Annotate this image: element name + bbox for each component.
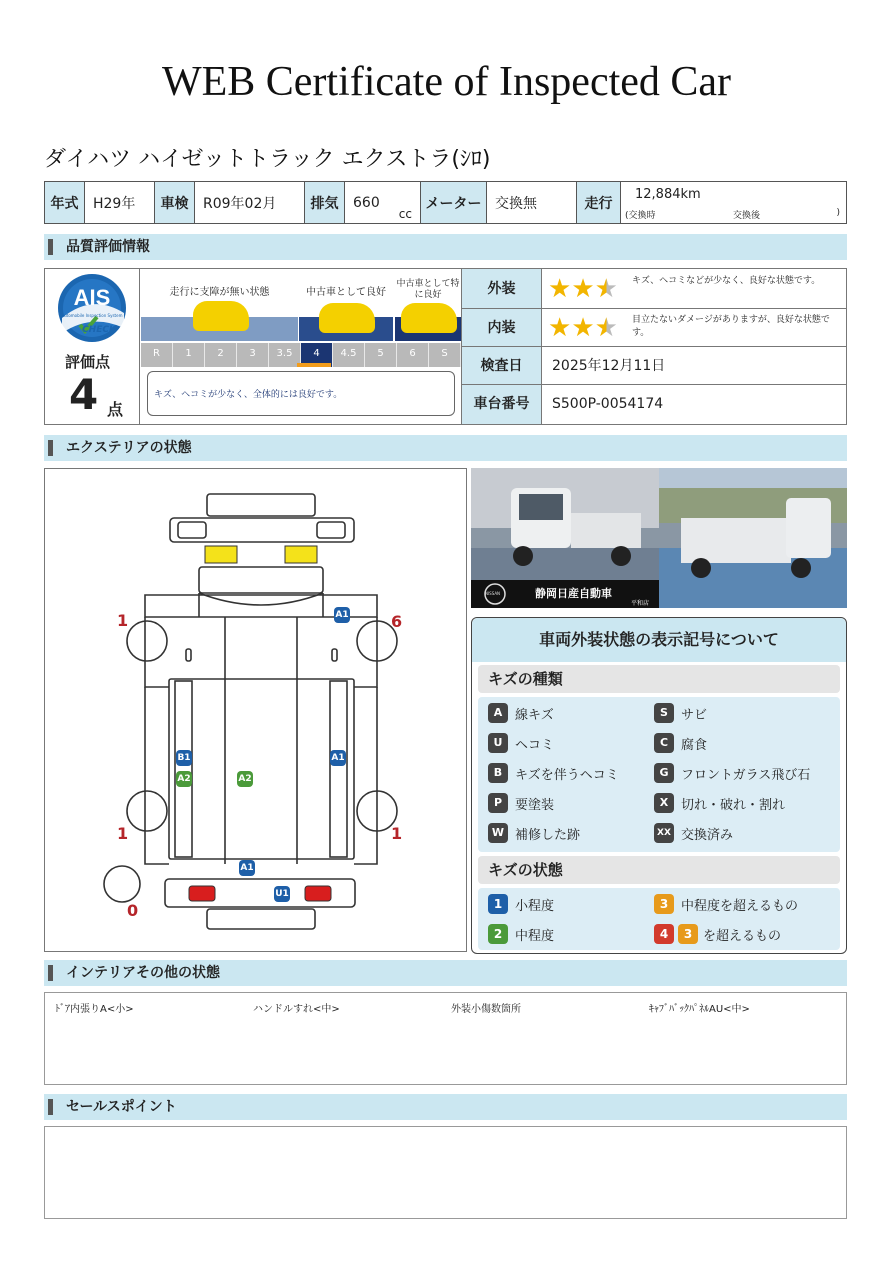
chassis-value: S500P-0054174 bbox=[541, 385, 847, 424]
damage-type-label: ヘコミ bbox=[515, 737, 555, 753]
level-label-1: 走行に支障が無い状態 bbox=[169, 287, 270, 298]
page-title: WEB Certificate of Inspected Car bbox=[161, 59, 732, 105]
displacement-label: 排気 bbox=[305, 182, 345, 224]
mileage-cell bbox=[621, 182, 847, 224]
grade-cell: 3.5 bbox=[269, 343, 301, 367]
grade-cell: 6 bbox=[397, 343, 429, 367]
damage-type-key: C bbox=[654, 733, 674, 753]
status-item bbox=[488, 894, 554, 914]
status-label: を超えるもの bbox=[703, 928, 782, 944]
interior-stars bbox=[548, 315, 618, 341]
score-label: 評価点 bbox=[65, 353, 111, 371]
star-icon: ★ bbox=[571, 313, 595, 343]
damage-marker: A1 bbox=[334, 607, 350, 623]
car-name: ダイハツ ハイゼットトラック エクストラ(ｼﾛ) bbox=[44, 147, 491, 172]
half-star-icon: ★ bbox=[594, 274, 618, 304]
interior-section-header: インテリアその他の状態 bbox=[44, 960, 847, 986]
year-value: H29年 bbox=[85, 182, 155, 224]
damage-type-label: フロントガラス飛び石 bbox=[681, 767, 811, 783]
mileage-value: 12,884km bbox=[635, 187, 701, 202]
damage-marker: B1 bbox=[176, 750, 192, 766]
displacement-value: 660 bbox=[353, 194, 380, 211]
quality-section-header: 品質評価情報 bbox=[44, 234, 847, 260]
damage-type-item bbox=[488, 733, 554, 753]
damage-type-item bbox=[654, 703, 707, 723]
damage-type-label: 要塗装 bbox=[515, 797, 555, 813]
damage-type-item bbox=[488, 823, 580, 843]
damage-type-label: 交換済み bbox=[681, 827, 734, 843]
interior-item: ハンドルすれ<中> bbox=[253, 1004, 340, 1015]
ais-check: CHECK bbox=[82, 325, 116, 335]
tire-number: 6 bbox=[391, 612, 403, 631]
meter-label: メーター bbox=[421, 182, 487, 224]
grade-cell: S bbox=[429, 343, 461, 367]
damage-type-label: 補修した跡 bbox=[515, 827, 581, 843]
car-diagram bbox=[44, 468, 467, 952]
grade-cell: 3 bbox=[237, 343, 269, 367]
ais-logo-sub: Automobile Inspection System bbox=[61, 313, 123, 318]
quality-panel bbox=[44, 268, 847, 425]
damage-type-item bbox=[488, 793, 554, 813]
quality-grid bbox=[461, 269, 847, 424]
damage-type-item bbox=[488, 763, 619, 783]
mileage-label: 走行 bbox=[577, 182, 621, 224]
damage-type-item bbox=[654, 793, 785, 813]
status-label: 中程度 bbox=[515, 928, 555, 944]
damage-type-key: S bbox=[654, 703, 674, 723]
mileage-exchange: (交換時 bbox=[625, 211, 656, 221]
damage-type-key: U bbox=[488, 733, 508, 753]
damage-type-label: 線キズ bbox=[515, 707, 554, 723]
interior-cell bbox=[541, 309, 847, 347]
interior-label: 内装 bbox=[461, 309, 541, 347]
grade-cell: 4.5 bbox=[333, 343, 365, 367]
status-badge: 1 bbox=[488, 894, 508, 914]
damage-type-key: B bbox=[488, 763, 508, 783]
damage-marker: A1 bbox=[330, 750, 346, 766]
grade-cell: 4 bbox=[301, 343, 333, 367]
damage-type-key: W bbox=[488, 823, 508, 843]
exterior-text: キズ、ヘコミなどが少なく、良好な状態です。 bbox=[632, 276, 821, 286]
damage-type-key: P bbox=[488, 793, 508, 813]
displacement-cell bbox=[345, 182, 421, 224]
status-item bbox=[654, 924, 781, 944]
ais-logo-text: AIS bbox=[73, 285, 111, 310]
dealer-name: 静岡日産自動車 bbox=[535, 587, 612, 600]
grade-cell: 1 bbox=[173, 343, 205, 367]
half-star-icon: ★ bbox=[594, 313, 618, 343]
damage-marker: A2 bbox=[176, 771, 192, 787]
status-label: 小程度 bbox=[515, 898, 555, 914]
inspection-date-label: 検査日 bbox=[461, 347, 541, 385]
tire-number: 1 bbox=[117, 611, 129, 630]
exterior-section-header: エクステリアの状態 bbox=[44, 435, 847, 461]
tire-number: 1 bbox=[117, 824, 129, 843]
car-icon-2 bbox=[319, 303, 375, 333]
chassis-label: 車台番号 bbox=[461, 385, 541, 424]
car-diagram-svg bbox=[45, 469, 466, 951]
status-item bbox=[488, 924, 554, 944]
damage-marker: U1 bbox=[274, 886, 290, 902]
damage-types-title: キズの種類 bbox=[478, 665, 840, 693]
inspection-label: 車検 bbox=[155, 182, 195, 224]
damage-marker: A1 bbox=[239, 860, 255, 876]
damage-type-label: サビ bbox=[681, 707, 708, 723]
year-label: 年式 bbox=[45, 182, 85, 224]
interior-item: ﾄﾞｱ内張りA<小> bbox=[55, 1004, 134, 1015]
inspection-value: R09年02月 bbox=[195, 182, 305, 224]
damage-status-title: キズの状態 bbox=[478, 856, 840, 884]
damage-type-item bbox=[654, 763, 810, 783]
interior-box bbox=[44, 992, 847, 1085]
score-value: 4 bbox=[69, 370, 99, 419]
divider bbox=[139, 269, 140, 424]
spec-table bbox=[44, 181, 847, 224]
car-photo-image bbox=[471, 468, 847, 608]
inspection-date-value: 2025年12月11日 bbox=[541, 347, 847, 385]
status-badge: 4 bbox=[654, 924, 674, 944]
grade-cell: R bbox=[141, 343, 173, 367]
exterior-label: 外装 bbox=[461, 269, 541, 309]
level-chart bbox=[141, 269, 461, 343]
grade-selected-underline bbox=[297, 363, 331, 367]
sales-section-header: セールスポイント bbox=[44, 1094, 847, 1120]
dealer-logo: NISSAN bbox=[485, 591, 501, 596]
damage-type-item bbox=[654, 823, 733, 843]
interior-text: 目立たないダメージがありますが、良好な状態です。 bbox=[632, 315, 830, 338]
dealer-branch: 平和店 bbox=[631, 600, 650, 607]
mileage-close: ) bbox=[836, 208, 840, 218]
grade-cell: 5 bbox=[365, 343, 397, 367]
star-icon: ★ bbox=[548, 313, 572, 343]
exterior-cell bbox=[541, 269, 847, 309]
status-item bbox=[654, 894, 798, 914]
status-badge: 3 bbox=[678, 924, 698, 944]
level-label-2: 中古車として良好 bbox=[306, 287, 386, 298]
status-badge: 2 bbox=[488, 924, 508, 944]
score-unit: 点 bbox=[107, 400, 124, 419]
damage-type-label: キズを伴うヘコミ bbox=[515, 767, 619, 783]
damage-type-key: XX bbox=[654, 823, 674, 843]
displacement-unit: cc bbox=[398, 207, 412, 221]
mileage-after: 交換後 bbox=[733, 211, 761, 221]
car-icon-1 bbox=[193, 301, 249, 331]
car-photo bbox=[471, 468, 847, 608]
car-icon-3 bbox=[401, 303, 457, 333]
damage-marker: A2 bbox=[237, 771, 253, 787]
ais-logo bbox=[54, 273, 130, 343]
damage-type-label: 切れ・破れ・割れ bbox=[681, 797, 786, 813]
damage-type-key: X bbox=[654, 793, 674, 813]
damage-type-item bbox=[488, 703, 554, 723]
interior-item: ｷｬﾌﾞﾊﾞｯｸﾊﾟﾈﾙAU<中> bbox=[649, 1004, 750, 1015]
grade-cell: 2 bbox=[205, 343, 237, 367]
meter-value: 交換無 bbox=[487, 182, 577, 224]
tire-number: 0 bbox=[127, 901, 139, 920]
exterior-stars bbox=[548, 276, 618, 302]
damage-type-key: A bbox=[488, 703, 508, 723]
status-label: 中程度を超えるもの bbox=[681, 898, 799, 914]
level-label-3: 中古車として特に良好 bbox=[396, 279, 460, 300]
tire-number: 1 bbox=[391, 824, 403, 843]
damage-type-key: G bbox=[654, 763, 674, 783]
damage-type-label: 腐食 bbox=[681, 737, 708, 753]
damage-type-item bbox=[654, 733, 707, 753]
grade-comment: キズ、ヘコミが少なく、全体的には良好です。 bbox=[147, 371, 455, 416]
status-badge: 3 bbox=[654, 894, 674, 914]
star-icon: ★ bbox=[571, 274, 595, 304]
star-icon: ★ bbox=[548, 274, 572, 304]
sales-box bbox=[44, 1126, 847, 1219]
legend-title: 車両外装状態の表示記号について bbox=[472, 618, 846, 662]
interior-item: 外装小傷数箇所 bbox=[451, 1004, 521, 1015]
